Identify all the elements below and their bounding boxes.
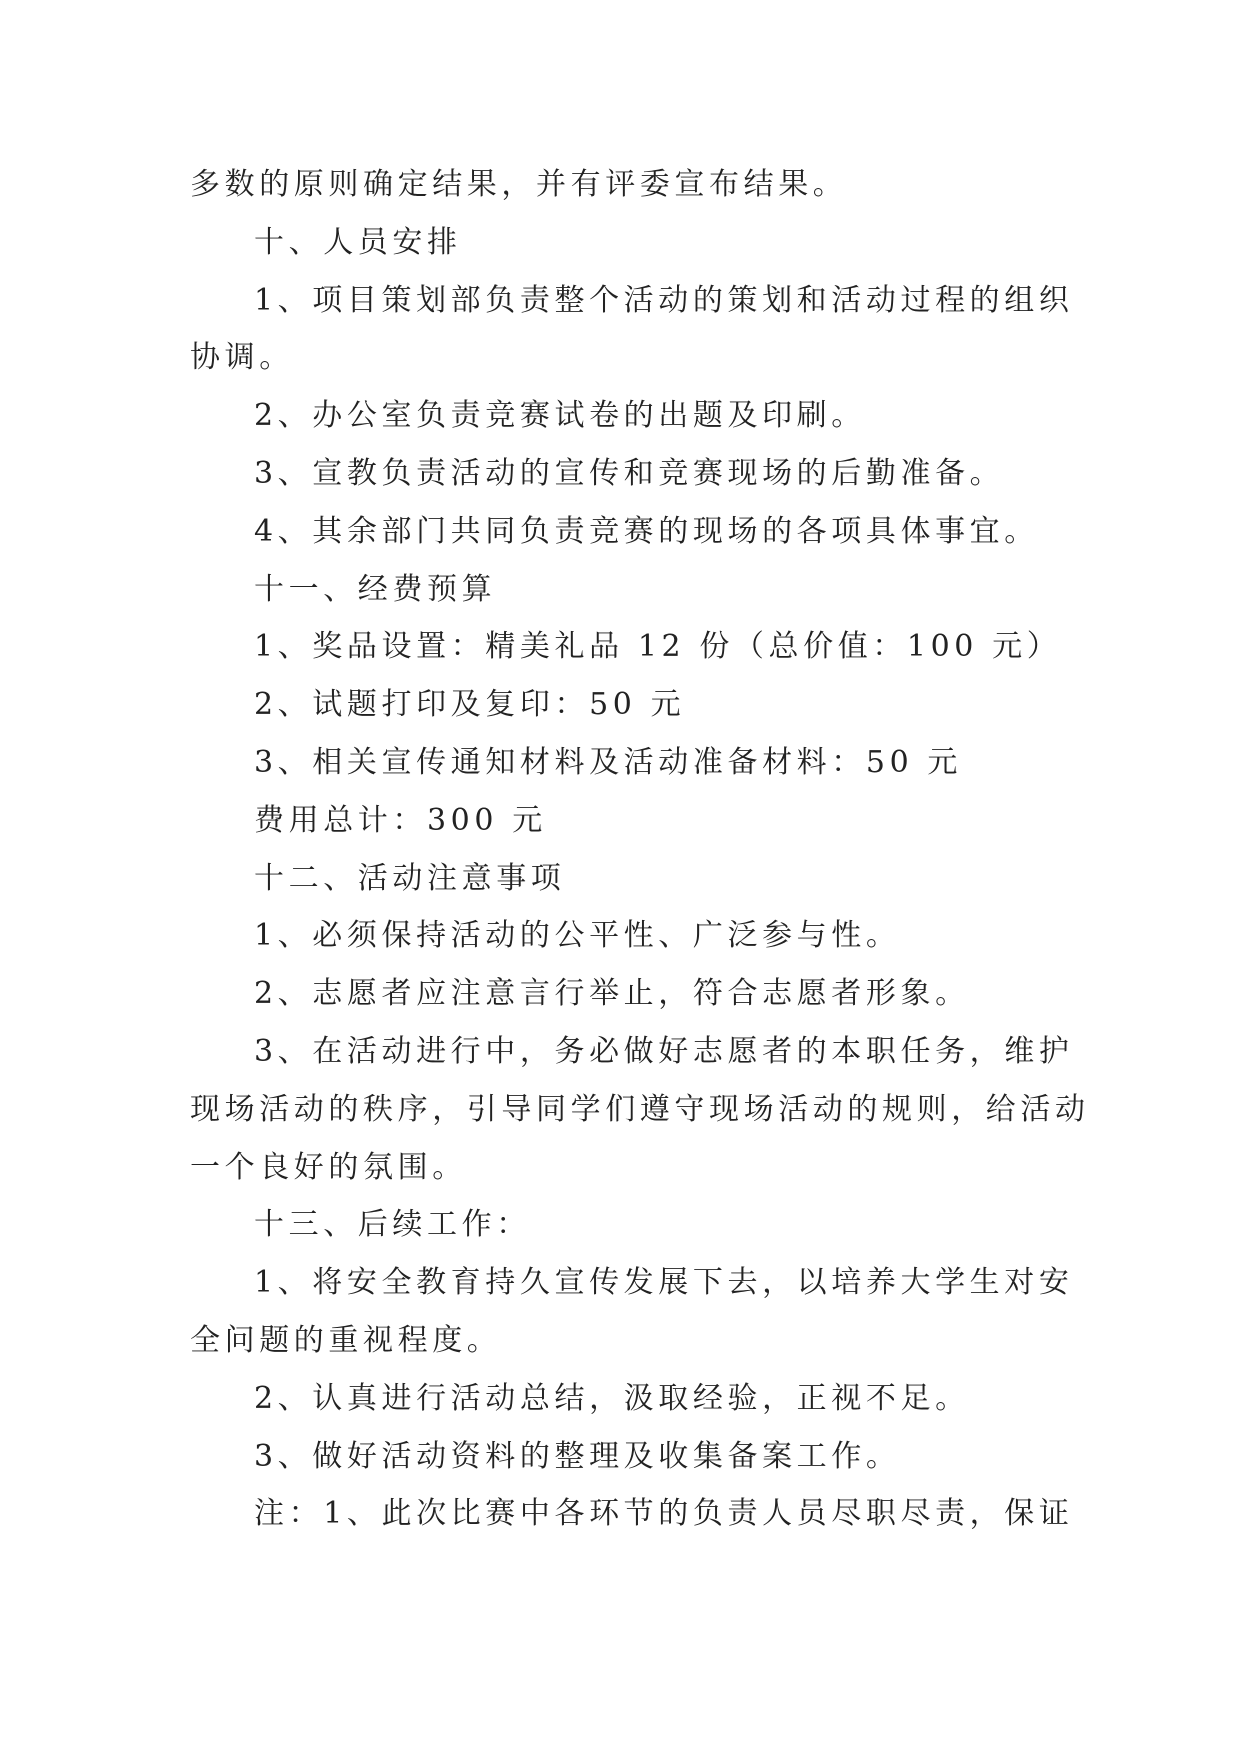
text-line: 全问题的重视程度。 <box>190 1322 502 1358</box>
text-line: 费用总计：300 元 <box>254 802 547 838</box>
text-line: 1、项目策划部负责整个活动的策划和活动过程的组织 <box>254 282 1074 318</box>
text-line: 3、相关宣传通知材料及活动准备材料：50 元 <box>254 744 962 780</box>
text-line: 3、在活动进行中，务必做好志愿者的本职任务，维护 <box>254 1033 1074 1069</box>
section-heading: 十二、活动注意事项 <box>254 860 566 896</box>
text-line: 1、将安全教育持久宣传发展下去，以培养大学生对安 <box>254 1265 1074 1301</box>
text-line: 注：1、此次比赛中各环节的负责人员尽职尽责，保证 <box>254 1496 1074 1532</box>
text-line: 协调。 <box>190 340 294 376</box>
section-heading: 十一、经费预算 <box>254 571 497 607</box>
text-line: 3、宣教负责活动的宣传和竞赛现场的后勤准备。 <box>254 455 1005 491</box>
text-line: 一个良好的氛围。 <box>190 1149 467 1185</box>
text-line: 3、做好活动资料的整理及收集备案工作。 <box>254 1438 901 1474</box>
section-heading: 十、人员安排 <box>254 224 462 260</box>
document-body <box>190 156 1090 1543</box>
text-line: 2、志愿者应注意言行举止，符合志愿者形象。 <box>254 976 970 1012</box>
section-heading: 十三、后续工作： <box>254 1207 531 1243</box>
text-line: 2、办公室负责竞赛试卷的出题及印刷。 <box>254 398 866 434</box>
text-line: 现场活动的秩序，引导同学们遵守现场活动的规则，给活动 <box>190 1091 1090 1127</box>
text-line: 1、奖品设置：精美礼品 12 份（总价值：100 元） <box>254 629 1062 665</box>
text-line: 4、其余部门共同负责竞赛的现场的各项具体事宜。 <box>254 513 1039 549</box>
text-line: 2、试题打印及复印：50 元 <box>254 687 686 723</box>
text-line: 多数的原则确定结果，并有评委宣布结果。 <box>190 167 848 202</box>
text-line: 1、必须保持活动的公平性、广泛参与性。 <box>254 918 901 954</box>
text-line: 2、认真进行活动总结，汲取经验，正视不足。 <box>254 1380 970 1416</box>
